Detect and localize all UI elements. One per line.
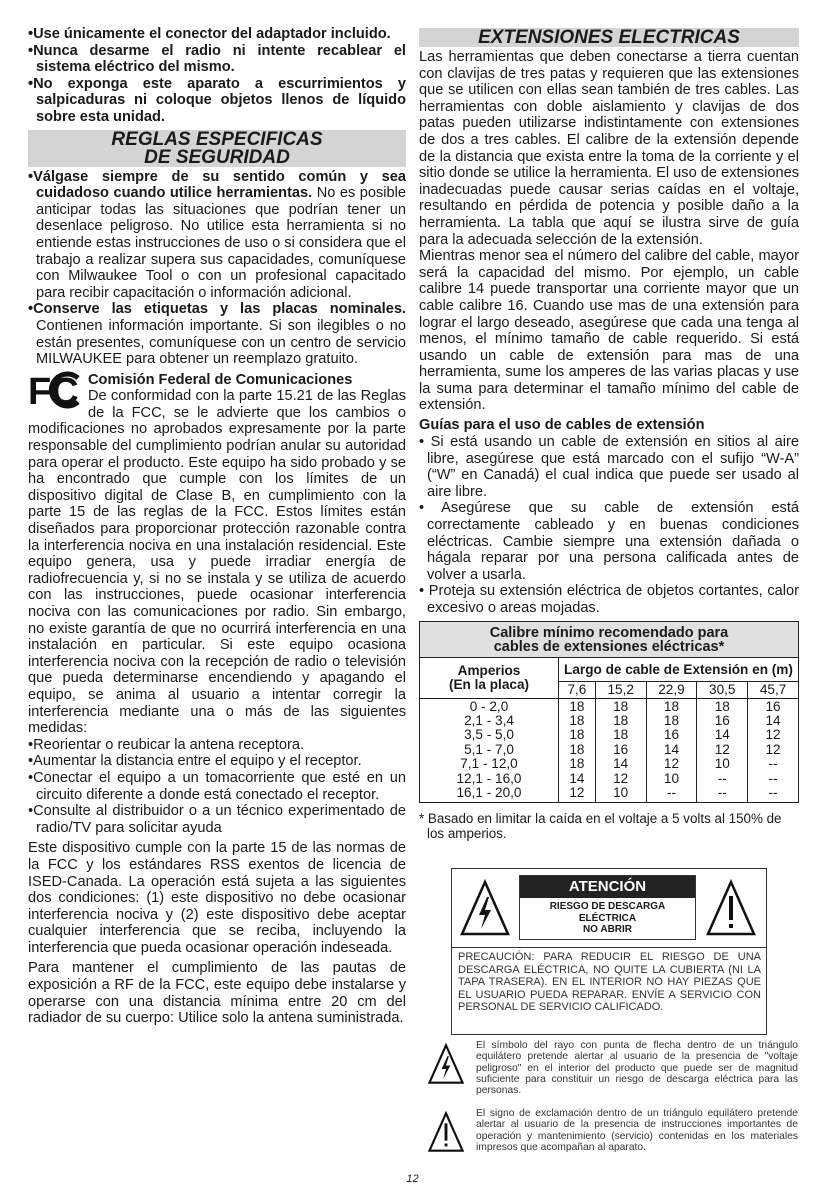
liquid-bullet: •No exponga este aparato a escurrimientos y salpicaduras ni coloque objetos llenos de líquido sobre esta unidad. (28, 75, 406, 125)
gauge-value: 18 (569, 756, 585, 772)
gauge-value: 18 (613, 713, 629, 728)
gauge-value: -- (717, 785, 727, 801)
guide-bullet-1: • Si está usando un cable de extensión en sitios al aire libre, asegúrese que está marcado con el sufijo “W-A” (“W” en Canadá) el cual indica que puede ser usado al aire libre. (419, 434, 799, 500)
amps-value: 5,1 - 7,0 (464, 741, 514, 757)
gauge-value: 12 (714, 741, 730, 757)
lightning-symbol-explanation (428, 1040, 798, 1100)
gauge-value: 16 (663, 727, 680, 743)
extensions-para-1: Las herramientas que deben conectarse a tierra cuentan con clavijas de tres patas y requieren que las extensiones que se utilicen con ellas sean también de tres cables. Las herramientas con doble aislamiento y clavijas de dos patas pueden utilizarse indistintamente con extensiones de dos a tres cables. El calibre de la extensión depende de la distancia que exista entre la toma de la corriente y el sitio donde se utilice la herramienta. El uso de extensiones inadecuadas puede causar serias caídas en el voltaje, resultando en pérdida de potencia y posible daño a la herramienta. La tabla que aquí se ilustra sirve de guía para la adecuada selección de la extensión. (419, 49, 799, 248)
amps-value: 16,1 - 20,0 (456, 785, 522, 801)
gauge-value: 14 (613, 756, 629, 772)
gauge-value: 18 (663, 713, 680, 728)
extensions-heading: EXTENSIONES ELECTRICAS (419, 28, 799, 47)
exclamation-triangle-icon (428, 1111, 464, 1153)
gauge-value: 12 (613, 770, 629, 786)
gauge-column (748, 698, 799, 803)
amps-header-line1: Amperios (457, 662, 521, 678)
amps-value: 7,1 - 12,0 (460, 756, 518, 772)
attention-label (519, 875, 696, 940)
gauge-value: 18 (569, 727, 585, 743)
gauge-value: 12 (765, 741, 781, 757)
length-col: 45,7 (748, 681, 799, 698)
length-col: 22,9 (646, 681, 697, 698)
common-sense-rule (28, 169, 406, 302)
safety-rules-heading-line2: DE SEGURIDAD (144, 146, 290, 168)
gauge-column (646, 698, 697, 803)
page-number: 12 (406, 1173, 419, 1185)
amps-value: 0 - 2,0 (469, 698, 509, 714)
fcc-measure-1: •Reorientar o reubicar la antena receptora. (28, 736, 305, 753)
gauge-value: 14 (714, 727, 730, 743)
length-col: 7,6 (559, 681, 596, 698)
amps-header-line2: (En la placa) (448, 676, 530, 692)
amps-value: 3,5 - 5,0 (464, 727, 514, 743)
right-column (419, 26, 799, 855)
ised-text: Este dispositivo cumple con la parte 15 de las normas de la FCC y los estándares RSS exentos de licencia de ISED-Canada. La operación está sujeta a las siguientes dos condiciones: (1) este dispositivo no debe ocasionar interferencia nociva y (2) este dispositivo debe aceptar cualquier interferencia que se reciba, incluyendo la interferencia que pueda ocasionar operación indeseada. (28, 840, 406, 956)
shock-warning-box (451, 868, 767, 1035)
gauge-value: 18 (569, 698, 585, 714)
attention-subtitle (520, 898, 695, 939)
gauge-value: 12 (663, 756, 680, 772)
gauge-value: 18 (714, 698, 730, 714)
lightning-warning-icon (460, 879, 510, 937)
gauge-table-title-line2: cables de extensiones eléctricas* (493, 638, 725, 655)
amps-column (420, 698, 559, 803)
labels-rule (28, 301, 406, 367)
gauge-value: -- (768, 770, 778, 786)
length-col: 30,5 (697, 681, 748, 698)
length-col: 15,2 (595, 681, 646, 698)
gauge-value: 12 (569, 785, 585, 801)
gauge-value: 16 (714, 713, 730, 728)
left-column (28, 26, 406, 1027)
rf-exposure-text: Para mantener el cumplimiento de las pautas de exposición a RF de la FCC, este equipo debe instalarse y operarse con una distancia mínima entre 20 cm del radiador de su cuerpo: Utilice solo la antena suministrada. (28, 960, 406, 1027)
gauge-table-title-line1: Calibre mínimo recomendado para (489, 624, 729, 641)
common-sense-rule-text: No es posible anticipar todas las situaciones que podrían tener un desenlace peligroso. No utilice esta herramienta si no entiende estas instrucciones de uso o si considera que el trabajo a realizar supera sus capacidades, comuníquese con Milwaukee Tool o con un profesional capacitado para recibir capacitación o información adicional. (36, 185, 406, 301)
gauge-value: 14 (569, 770, 585, 786)
table-footnote: * Basado en limitar la caída en el voltaje a 5 volts al 150% de los amperios. (419, 811, 782, 842)
exclamation-symbol-explanation (428, 1108, 798, 1168)
warning-divider (452, 947, 766, 948)
caution-text: PRECAUCIÓN: PARA REDUCIR EL RIESGO DE UNA DESCARGA ELÉCTRICA, NO QUITE LA CUBIERTA (NI LA TAPA TRASERA). EN EL INTERIOR NO HAY PIEZAS QUE EL USUARIO PUEDA REPARAR. ENVÍE A SERVICIO CON PERSONAL DE SERVICIO CALIFICADO. (458, 951, 761, 1014)
gauge-value: 10 (613, 785, 629, 801)
attention-sub-line1: RIESGO DE DESCARGA (549, 901, 666, 912)
fcc-measure-2: •Aumentar la distancia entre el equipo y el receptor. (28, 753, 362, 770)
extensions-para-2: Mientras menor sea el número del calibre del cable, mayor será la capacidad del mismo. Por ejemplo, un cable calibre 14 puede transportar una corriente mayor que un cable calibre 16. Cuando use mas de una extensión para lograr el largo deseado, asegúrese que cada una tenga al menos, el mínimo tamaño de cable requerido. Si está usando un cable de extensión para mas de una herramienta, sume los amperes de las varias placas y use la suma para determinar el tamaño mínimo del cable de extensión. (419, 248, 799, 414)
guide-bullet-2: • Asegúrese que su cable de extensión está correctamente cableado y en buenas condiciones eléctricas. Cambie siempre una extensión dañada o hágala reparar por una persona calificada antes de volver a usarla. (419, 500, 799, 583)
gauge-value: -- (768, 785, 778, 801)
length-header: Largo de cable de Extensión en (m) (559, 657, 799, 681)
labels-rule-text: Contienen información importante. Si son ilegibles o no están presentes, comuníquese con un centro de servicio MILWAUKEE para obtener un reemplazo gratuito. (36, 317, 406, 368)
common-sense-rule-bold: •Válgase siempre de su sentido común y sea cuidadoso cuando utilice herramientas. (28, 168, 406, 202)
guide-title: Guías para el uso de cables de extensión (419, 417, 705, 434)
fcc-measure-3: •Conectar el equipo a un tomacorriente que esté en un circuito diferente a donde está conectado el receptor. (28, 769, 406, 803)
adapter-bullet: •Use únicamente el conector del adaptador incluido. (28, 26, 391, 42)
gauge-value: -- (666, 785, 676, 801)
fcc-text: De conformidad con la parte 15.21 de las Reglas de la FCC, se le advierte que los cambios o modificaciones no aprobados expresamente por la parte responsable del cumplimiento podrían anular su autoridad para operar el producto. Este equipo ha sido probado y se ha encontrado que cumple con los límites de un dispositivo digital de Clase B, en cumplimiento con la parte 15 de las reglas de la FCC. Estos límites están diseñados para proporcionar protección razonable contra la interferencia nociva en una instalación residencial. Este equipo genera, usa y puede irradiar energía de radiofrecuencia y, si no se instala y se utiliza de acuerdo con las instrucciones, puede ocasionar interferencia nociva con las comunicaciones por radio. Sin embargo, no existe garantía de que no ocurrirá interferencia en una instalación en particular. Si este equipo ocasiona interferencia nociva con la recepción de radio o televisión que pueda determinarse encendiendo y apagando el equipo, se anima al usuario a intentar corregir la interferencia mediante una o más de las siguientes medidas: (28, 388, 406, 737)
lightning-symbol-text: El símbolo del rayo con punta de flecha dentro de un triángulo equilátero pretende alertar al usuario de la presencia de "voltaje peligroso" en el interior del producto que puede ser de magnitud suficiente para constituir un riesgo de descarga eléctrica para las personas. (476, 1040, 798, 1097)
gauge-value: 18 (663, 698, 680, 714)
fcc-logo-text: FC (28, 370, 79, 410)
safety-rules-heading (28, 130, 406, 167)
lightning-triangle-icon (428, 1043, 464, 1085)
gauge-column (697, 698, 748, 803)
gauge-value: 12 (765, 727, 781, 743)
gauge-column (595, 698, 646, 803)
gauge-value: 10 (714, 756, 730, 772)
gauge-table (419, 621, 799, 804)
attention-sub-line2: ELÉCTRICA (578, 912, 637, 924)
fcc-title: Comisión Federal de Comunicaciones (88, 371, 353, 388)
gauge-value: 18 (569, 741, 585, 757)
fcc-measure-4: •Consulte al distribuidor o a un técnico experimentado de radio/TV para solicitar ayuda (28, 803, 406, 836)
gauge-value: 14 (765, 713, 781, 728)
gauge-table-title (420, 621, 799, 657)
gauge-value: -- (717, 770, 727, 786)
amps-value: 2,1 - 3,4 (464, 713, 514, 728)
exclamation-symbol-text: El signo de exclamación dentro de un triángulo equilátero pretende alertar al usuario de la presencia de instrucciones importantes de operación y mantenimiento (servicio) contenidas en los materiales impresos que acompañan al aparato. (476, 1108, 798, 1153)
amps-value: 12,1 - 16,0 (456, 770, 522, 786)
attention-sub-line3: NO ABRIR (582, 924, 633, 935)
gauge-value: 16 (765, 698, 781, 714)
guide-bullet-3: • Proteja su extensión eléctrica de objetos cortantes, calor excesivo o areas mojadas. (419, 583, 799, 616)
gauge-value: 16 (613, 741, 629, 757)
gauge-value: 10 (663, 770, 680, 786)
safety-rules-heading-line1: REGLAS ESPECIFICAS (111, 128, 323, 150)
exclamation-warning-icon (706, 879, 756, 937)
gauge-value: 18 (613, 727, 629, 743)
gauge-value: 18 (613, 698, 629, 714)
gauge-value: -- (768, 756, 778, 772)
gauge-value: 18 (569, 713, 585, 728)
disassemble-bullet: •Nunca desarme el radio ni intente recablear el sistema eléctrico del mismo. (28, 42, 406, 76)
gauge-value: 14 (663, 741, 680, 757)
labels-rule-bold: •Conserve las etiquetas y las placas nominales. (28, 301, 406, 318)
amps-header (420, 657, 559, 698)
fcc-logo-icon (28, 370, 84, 410)
gauge-column (559, 698, 596, 803)
attention-title: ATENCIÓN (520, 876, 695, 898)
